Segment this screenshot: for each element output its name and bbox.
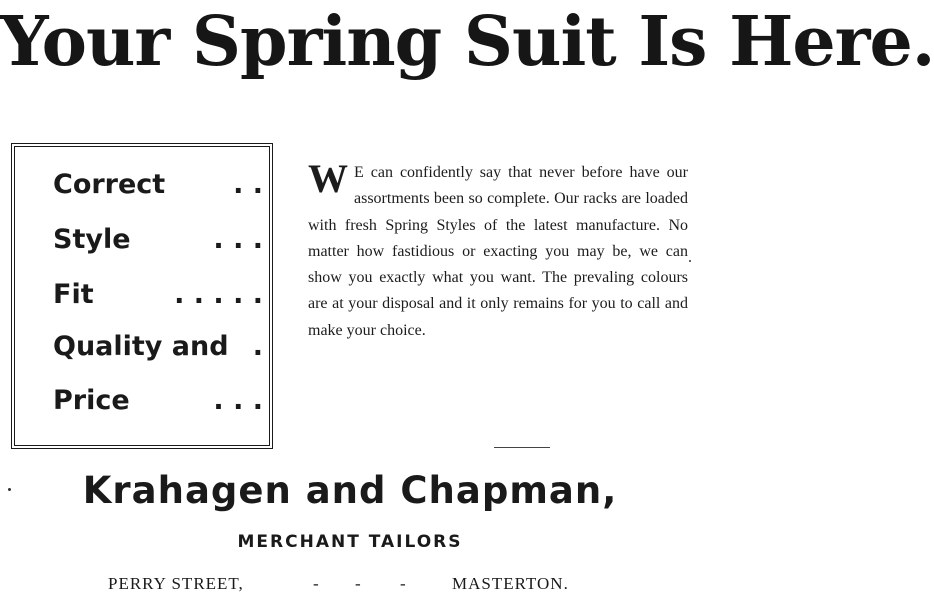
drop-cap: W	[308, 156, 348, 201]
ad-body-copy: E can confidently say that never before have our assortments been so complete. Our racks are loaded with fresh Spring Styles of the latest manufacture. No matter how fastidious or exacting you may be, we can show you exactly what you want. The prevaling colours are at your disposal and it only remains for you to call and make your choice.	[308, 164, 688, 339]
leader-dots: . . . . .	[174, 279, 263, 310]
feature-box	[11, 143, 273, 449]
headline: Your Spring Suit Is Here.	[0, 2, 934, 82]
leader-dots: . . .	[213, 385, 263, 416]
leader-dots: .	[252, 331, 263, 362]
address-line	[108, 571, 698, 597]
feature-item-fit	[53, 275, 263, 315]
town-name: MASTERTON.	[452, 574, 569, 593]
feature-item-quality	[53, 327, 263, 367]
leader-dots: . .	[233, 169, 263, 200]
print-speck	[8, 488, 11, 491]
leader-dots: . . .	[213, 224, 263, 255]
dash-separator: -	[355, 574, 362, 593]
firm-name: Krahagen and Chapman,	[82, 469, 618, 512]
print-speck	[689, 260, 691, 262]
feature-label: Quality and	[53, 331, 229, 362]
trade-line: MERCHANT TAILORS	[237, 532, 463, 552]
feature-label: Fit	[53, 279, 94, 310]
feature-label: Style	[53, 224, 131, 255]
divider-rule	[494, 447, 550, 448]
ad-body-text	[308, 156, 688, 344]
dash-separator: -	[313, 574, 320, 593]
feature-item-style	[53, 220, 263, 260]
feature-item-correct	[53, 165, 263, 205]
feature-label: Correct	[53, 169, 166, 200]
feature-label: Price	[53, 385, 130, 416]
feature-item-price	[53, 381, 263, 421]
street-name: PERRY STREET,	[108, 574, 244, 593]
dash-separator: -	[400, 574, 407, 593]
